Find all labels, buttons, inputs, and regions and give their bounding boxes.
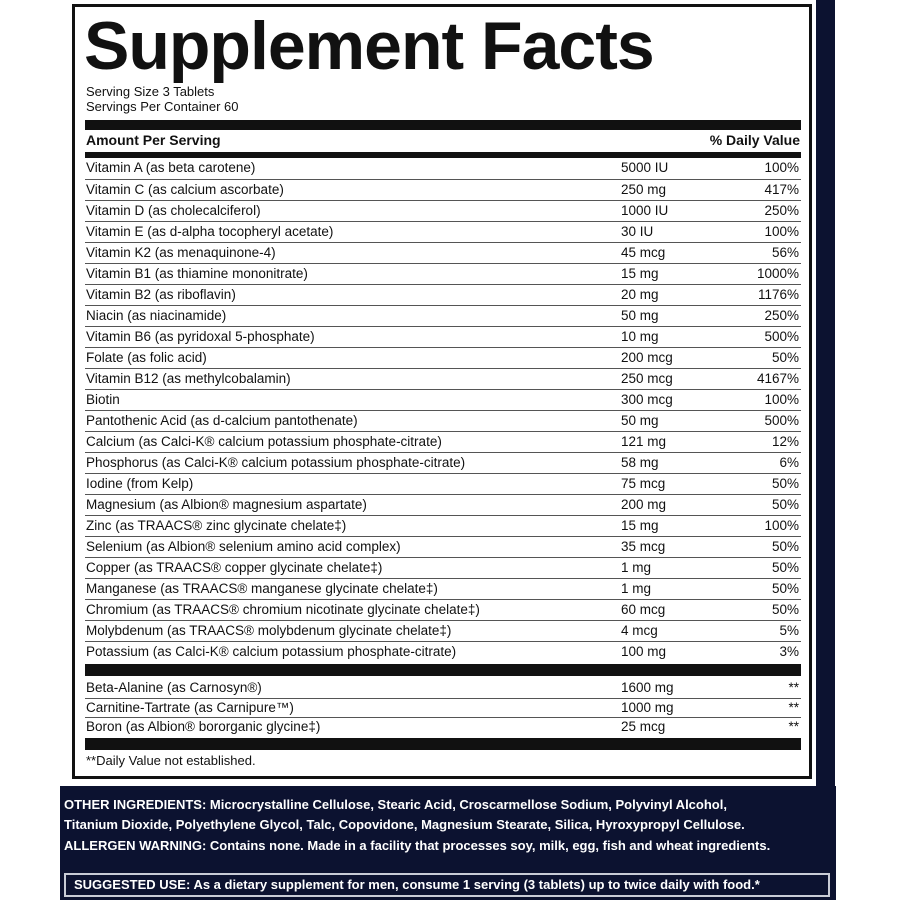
nutrient-name: Iodine (from Kelp) xyxy=(86,476,194,491)
amount-per-serving-header: Amount Per Serving xyxy=(86,132,221,148)
nutrient-daily-value: 5% xyxy=(779,623,799,638)
suggested-use-label: SUGGESTED USE: xyxy=(74,877,191,892)
other-nutrient-daily-value: ** xyxy=(788,680,799,695)
nutrient-name: Vitamin D (as cholecalciferol) xyxy=(86,203,261,218)
nutrient-row xyxy=(85,368,801,389)
nutrient-daily-value: 250% xyxy=(764,308,799,323)
nutrient-daily-value: 100% xyxy=(764,518,799,533)
nutrient-amount: 4 mcg xyxy=(621,623,658,638)
nutrient-amount: 1 mg xyxy=(621,581,652,596)
nutrient-daily-value: 1000% xyxy=(756,266,799,281)
other-nutrient-name: Carnitine-Tartrate (as Carnipure™) xyxy=(86,700,294,715)
nutrient-row xyxy=(85,242,801,263)
other-nutrient-row xyxy=(85,679,801,697)
nutrient-amount: 50 mg xyxy=(621,308,659,323)
nutrient-name: Folate (as folic acid) xyxy=(86,350,207,365)
allergen-warning-label: ALLERGEN WARNING: xyxy=(64,838,207,853)
nutrient-row xyxy=(85,620,801,641)
nutrient-row xyxy=(85,536,801,557)
other-ingredients-text1: Microcrystalline Cellulose, Stearic Acid, Croscarmellose Sodium, Polyvinyl Alcohol, xyxy=(209,797,727,812)
nutrient-name: Vitamin B2 (as riboflavin) xyxy=(86,287,236,302)
nutrient-row xyxy=(85,158,801,179)
nutrient-amount: 1 mg xyxy=(621,560,652,575)
nutrient-daily-value: 100% xyxy=(764,224,799,239)
other-nutrient-daily-value: ** xyxy=(788,700,799,715)
nutrient-row xyxy=(85,515,801,536)
nutrient-amount: 20 mg xyxy=(621,287,659,302)
thick-divider-top xyxy=(85,120,801,130)
nutrient-name: Calcium (as Calci-K® calcium potassium phosphate-citrate) xyxy=(86,434,442,449)
nutrient-amount: 35 mcg xyxy=(621,539,666,554)
nutrient-name: Pantothenic Acid (as d-calcium pantothenate) xyxy=(86,413,358,428)
nutrient-name: Manganese (as TRAACS® manganese glycinate chelate‡) xyxy=(86,581,438,596)
other-nutrient-row xyxy=(85,698,801,716)
nutrient-row xyxy=(85,557,801,578)
other-nutrient-daily-value: ** xyxy=(788,719,799,734)
nutrient-amount: 45 mcg xyxy=(621,245,666,260)
nutrient-name: Biotin xyxy=(86,392,120,407)
nutrient-name: Phosphorus (as Calci-K® calcium potassium phosphate-citrate) xyxy=(86,455,466,470)
nutrient-amount: 15 mg xyxy=(621,266,659,281)
thick-divider-bottom xyxy=(85,738,801,750)
allergen-warning-text: Contains none. Made in a facility that processes soy, milk, egg, fish and wheat ingredients. xyxy=(209,838,771,853)
nutrient-daily-value: 50% xyxy=(771,350,799,365)
nutrient-row xyxy=(85,641,801,662)
nutrient-daily-value: 4167% xyxy=(756,371,799,386)
allergen-warning xyxy=(64,836,834,856)
nutrient-row xyxy=(85,284,801,305)
nutrient-row xyxy=(85,578,801,599)
serving-info xyxy=(86,84,238,114)
nutrient-name: Vitamin B6 (as pyridoxal 5-phosphate) xyxy=(86,329,315,344)
nutrient-amount: 30 IU xyxy=(621,224,654,239)
nutrient-amount: 50 mg xyxy=(621,413,659,428)
nutrient-name: Vitamin B12 (as methylcobalamin) xyxy=(86,371,291,386)
thick-divider-middle xyxy=(85,664,801,676)
suggested-use-text: As a dietary supplement for men, consume 1 serving (3 tablets) up to twice daily with food.* xyxy=(193,877,760,892)
nutrient-amount: 5000 IU xyxy=(621,160,669,175)
other-ingredients-text2: Titanium Dioxide, Polyethylene Glycol, Talc, Copovidone, Magnesium Stearate, Silica, Hyroxypropyl Cellulose. xyxy=(64,817,745,832)
nutrient-amount: 100 mg xyxy=(621,644,667,659)
nutrient-row xyxy=(85,305,801,326)
other-ingredients-line2 xyxy=(64,815,834,835)
nutrient-amount: 300 mcg xyxy=(621,392,673,407)
other-nutrient-amount: 1600 mg xyxy=(621,680,674,695)
nutrient-row xyxy=(85,179,801,200)
nutrient-daily-value: 50% xyxy=(771,497,799,512)
nutrient-row xyxy=(85,263,801,284)
serving-size: Serving Size 3 Tablets xyxy=(86,84,215,99)
nutrient-row xyxy=(85,410,801,431)
nutrient-daily-value: 1176% xyxy=(757,287,799,302)
daily-value-header: % Daily Value xyxy=(709,132,800,148)
nutrient-row xyxy=(85,326,801,347)
panel-title: Supplement Facts xyxy=(84,8,654,84)
right-margin xyxy=(835,0,900,900)
nutrient-amount: 250 mcg xyxy=(621,371,673,386)
nutrient-name: Vitamin K2 (as menaquinone-4) xyxy=(86,245,276,260)
nutrient-amount: 200 mg xyxy=(621,497,667,512)
other-nutrient-amount: 1000 mg xyxy=(621,700,674,715)
nutrient-daily-value: 417% xyxy=(764,182,799,197)
nutrient-daily-value: 100% xyxy=(764,160,799,175)
nutrient-name: Selenium (as Albion® selenium amino acid complex) xyxy=(86,539,401,554)
nutrient-amount: 250 mg xyxy=(621,182,667,197)
nutrient-daily-value: 250% xyxy=(764,203,799,218)
nutrient-amount: 58 mg xyxy=(621,455,659,470)
nutrient-row xyxy=(85,200,801,221)
nutrient-daily-value: 100% xyxy=(764,392,799,407)
other-nutrient-name: Boron (as Albion® bororganic glycine‡) xyxy=(86,719,321,734)
nutrient-name: Vitamin B1 (as thiamine mononitrate) xyxy=(86,266,308,281)
nutrient-name: Zinc (as TRAACS® zinc glycinate chelate‡) xyxy=(86,518,347,533)
nutrient-daily-value: 6% xyxy=(779,455,799,470)
nutrient-amount: 10 mg xyxy=(621,329,659,344)
nutrient-daily-value: 500% xyxy=(764,329,799,344)
nutrient-daily-value: 50% xyxy=(771,602,799,617)
other-nutrient-row xyxy=(85,717,801,735)
nutrient-row xyxy=(85,473,801,494)
other-ingredients-label: OTHER INGREDIENTS: xyxy=(64,797,207,812)
nutrient-daily-value: 50% xyxy=(771,560,799,575)
nutrient-daily-value: 12% xyxy=(771,434,799,449)
nutrient-daily-value: 56% xyxy=(771,245,799,260)
nutrient-name: Molybdenum (as TRAACS® molybdenum glycinate chelate‡) xyxy=(86,623,452,638)
nutrient-name: Chromium (as TRAACS® chromium nicotinate glycinate chelate‡) xyxy=(86,602,480,617)
nutrient-row xyxy=(85,494,801,515)
nutrient-amount: 1000 IU xyxy=(621,203,669,218)
nutrient-amount: 60 mcg xyxy=(621,602,666,617)
nutrient-row xyxy=(85,431,801,452)
right-edge-band xyxy=(816,0,836,900)
nutrient-amount: 15 mg xyxy=(621,518,659,533)
nutrient-row xyxy=(85,347,801,368)
nutrient-amount: 200 mcg xyxy=(621,350,673,365)
other-nutrient-amount: 25 mcg xyxy=(621,719,666,734)
servings-per-container: Servings Per Container 60 xyxy=(86,99,239,114)
other-nutrient-name: Beta-Alanine (as Carnosyn®) xyxy=(86,680,262,695)
nutrient-daily-value: 50% xyxy=(771,581,799,596)
nutrient-row xyxy=(85,599,801,620)
nutrient-amount: 121 mg xyxy=(621,434,667,449)
daily-value-footnote: **Daily Value not established. xyxy=(86,753,256,768)
nutrient-daily-value: 500% xyxy=(764,413,799,428)
nutrient-daily-value: 3% xyxy=(779,644,799,659)
nutrient-name: Copper (as TRAACS® copper glycinate chelate‡) xyxy=(86,560,383,575)
nutrient-row xyxy=(85,452,801,473)
nutrient-name: Potassium (as Calci-K® calcium potassium phosphate-citrate) xyxy=(86,644,457,659)
nutrient-name: Vitamin A (as beta carotene) xyxy=(86,160,256,175)
nutrient-daily-value: 50% xyxy=(771,539,799,554)
nutrient-amount: 75 mcg xyxy=(621,476,666,491)
nutrient-daily-value: 50% xyxy=(771,476,799,491)
suggested-use-box xyxy=(64,873,830,897)
nutrient-name: Vitamin C (as calcium ascorbate) xyxy=(86,182,284,197)
nutrient-name: Niacin (as niacinamide) xyxy=(86,308,227,323)
nutrient-name: Magnesium (as Albion® magnesium aspartate) xyxy=(86,497,367,512)
other-ingredients-line1 xyxy=(64,795,834,815)
nutrient-name: Vitamin E (as d-alpha tocopheryl acetate) xyxy=(86,224,334,239)
nutrient-row xyxy=(85,389,801,410)
nutrient-row xyxy=(85,221,801,242)
